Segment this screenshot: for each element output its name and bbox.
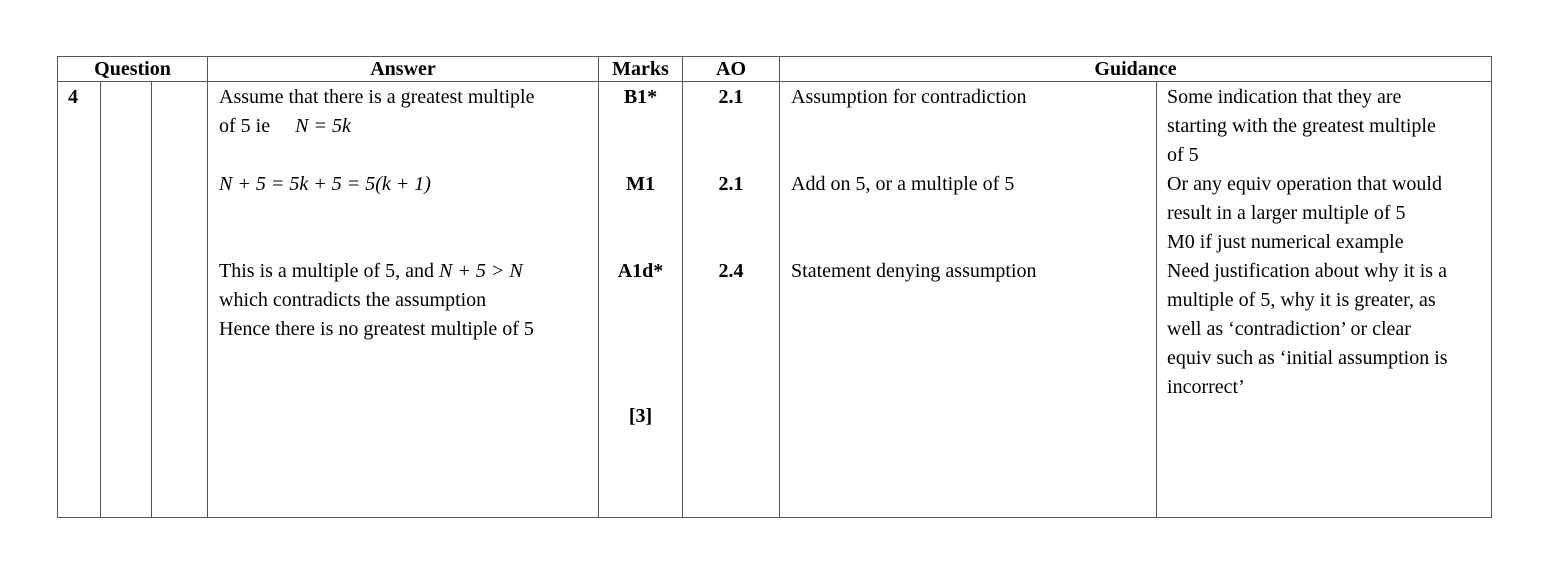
answer-line: which contradicts the assumption [219,289,487,311]
header-ao: AO [683,57,780,82]
guidance-notes-cell [1157,82,1492,518]
mark-a1d: A1d* [617,260,664,282]
guidance-description: Statement denying assumption [791,260,1037,282]
guidance-description-cell [780,82,1157,518]
question-subpart-cell [152,82,208,518]
header-question: Question [58,57,208,82]
header-marks: Marks [599,57,683,82]
marks-total: [3] [628,405,653,427]
answer-line [219,112,590,141]
answer-text: This is a multiple of 5, and [219,260,434,282]
guidance-description: Assumption for contradiction [791,86,1027,108]
header-answer: Answer [208,57,599,82]
answer-math: N = 5k [295,115,351,137]
ao-value: 2.4 [718,260,744,282]
ao-value: 2.1 [718,86,744,108]
question-row [58,82,1492,518]
guidance-note-line: result in a larger multiple of 5 [1167,202,1406,224]
guidance-description: Add on 5, or a multiple of 5 [791,173,1015,195]
ao-value: 2.1 [718,173,744,195]
guidance-note-line: equiv such as ‘initial assumption is [1167,347,1448,369]
answer-line: Hence there is no greatest multiple of 5 [219,318,534,340]
question-number: 4 [58,82,101,518]
marks-cell [599,82,683,518]
guidance-note-line: incorrect’ [1167,376,1245,398]
guidance-note-line: M0 if just numerical example [1167,231,1404,253]
mark-scheme-table [57,56,1492,518]
header-guidance: Guidance [780,57,1492,82]
answer-text: of 5 ie [219,115,271,137]
answer-cell [208,82,599,518]
guidance-note-line: Or any equiv operation that would [1167,173,1442,195]
guidance-note-line: starting with the greatest multiple [1167,115,1436,137]
mark-m1: M1 [626,173,655,195]
guidance-note-line: well as ‘contradiction’ or clear [1167,318,1411,340]
guidance-note-line: Some indication that they are [1167,86,1402,108]
answer-line: Assume that there is a greatest multiple [219,86,535,108]
guidance-note-line: Need justification about why it is a [1167,260,1447,282]
answer-line [219,257,590,286]
answer-math: N + 5 > N [439,260,523,282]
mark-b1: B1* [623,86,658,108]
guidance-note-line: of 5 [1167,144,1199,166]
guidance-note-line: multiple of 5, why it is greater, as [1167,289,1436,311]
question-part-cell [101,82,152,518]
ao-cell [683,82,780,518]
header-row [58,57,1492,82]
mark-scheme-sheet [57,56,1491,518]
answer-line: N + 5 = 5k + 5 = 5(k + 1) [219,173,431,195]
